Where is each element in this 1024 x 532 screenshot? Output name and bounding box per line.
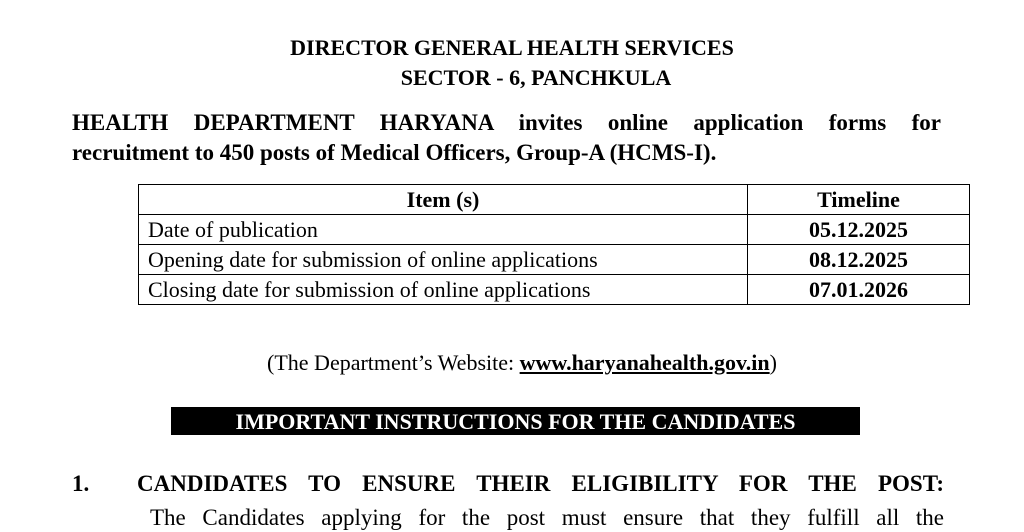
section-1-text: The Candidates applying for the post must ensure that they fulfill all the bbox=[150, 505, 944, 530]
intro-paragraph bbox=[72, 108, 941, 168]
intro-line-2: recruitment to 450 posts of Medical Officers, Group-A (HCMS-I). bbox=[72, 140, 717, 165]
table-row bbox=[139, 215, 970, 245]
timeline-table bbox=[138, 184, 970, 305]
date-cell: 08.12.2025 bbox=[748, 245, 970, 275]
table-header-row bbox=[139, 185, 970, 215]
table-row bbox=[139, 245, 970, 275]
column-header-item: Item (s) bbox=[139, 185, 748, 215]
item-cell: Closing date for submission of online applications bbox=[139, 275, 748, 305]
date-cell: 07.01.2026 bbox=[748, 275, 970, 305]
website-prefix: (The Department’s Website: bbox=[267, 350, 520, 375]
item-cell: Opening date for submission of online applications bbox=[139, 245, 748, 275]
table-row bbox=[139, 275, 970, 305]
date-cell: 05.12.2025 bbox=[748, 215, 970, 245]
section-title: CANDIDATES TO ENSURE THEIR ELIGIBILITY FOR THE POST: bbox=[137, 471, 944, 496]
section-number: 1. bbox=[72, 471, 90, 496]
website-link[interactable]: www.haryanahealth.gov.in bbox=[519, 350, 770, 375]
website-suffix: ) bbox=[769, 350, 777, 375]
intro-line-1: HEALTH DEPARTMENT HARYANA invites online application forms for bbox=[72, 110, 941, 135]
instructions-banner: IMPORTANT INSTRUCTIONS FOR THE CANDIDATES bbox=[171, 407, 860, 435]
document-header-address: SECTOR - 6, PANCHKULA bbox=[400, 65, 672, 90]
item-cell: Date of publication bbox=[139, 215, 748, 245]
document-header-title: DIRECTOR GENERAL HEALTH SERVICES bbox=[290, 35, 734, 60]
column-header-timeline: Timeline bbox=[748, 185, 970, 215]
website-line bbox=[0, 349, 1024, 377]
